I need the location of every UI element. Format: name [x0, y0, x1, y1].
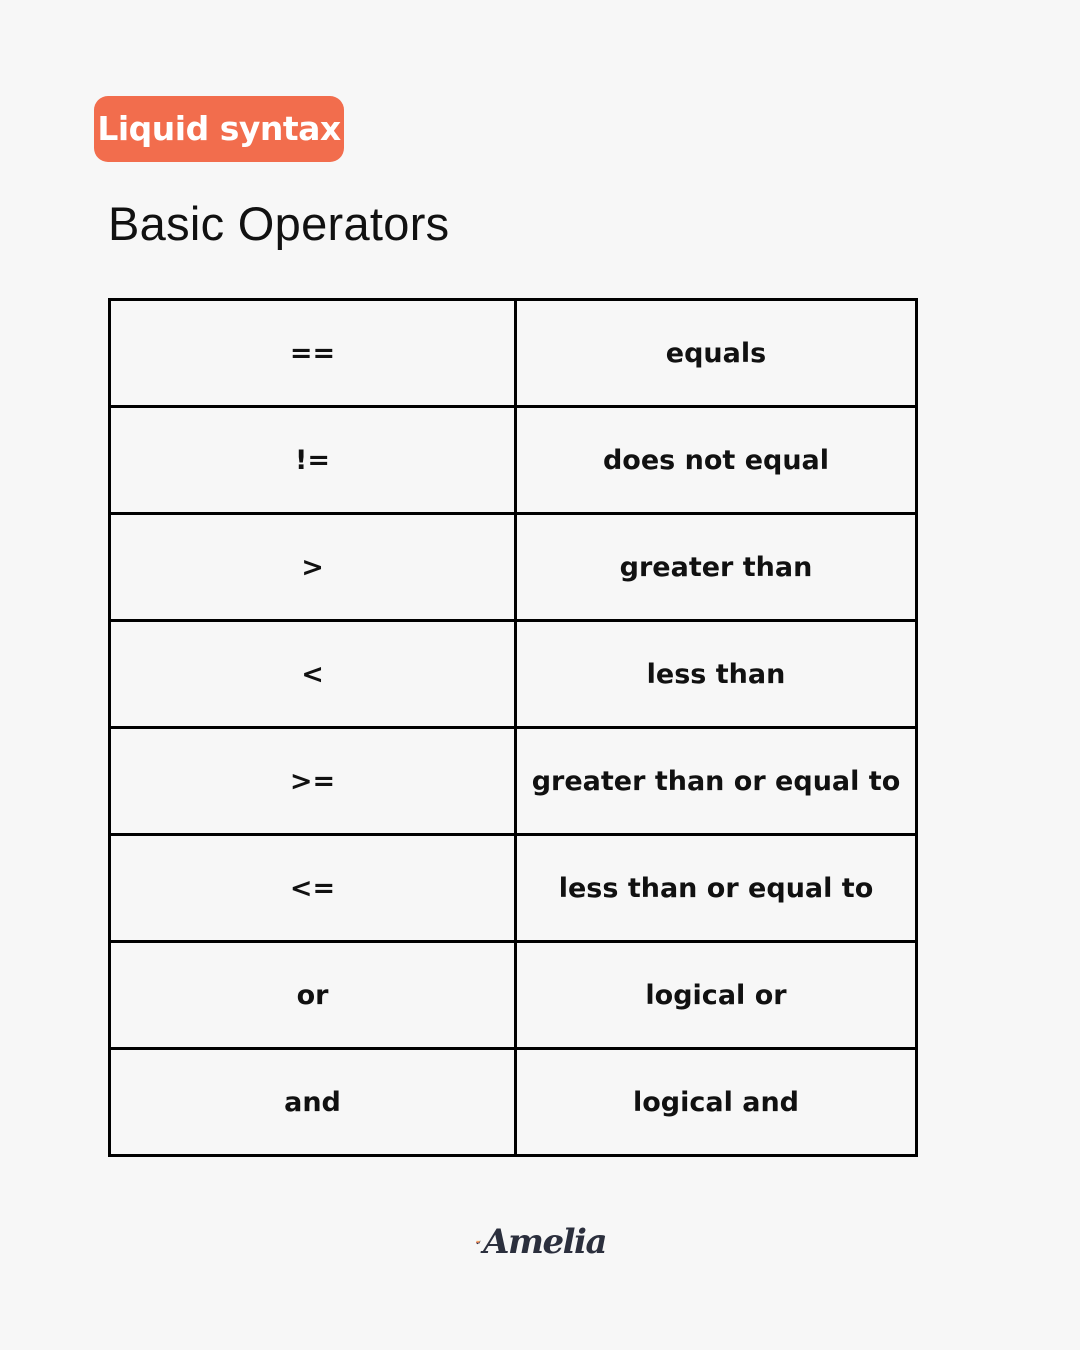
operator-symbol: == [110, 300, 516, 407]
operator-meaning: less than [516, 621, 917, 728]
operator-symbol: and [110, 1049, 516, 1156]
operator-meaning: greater than or equal to [516, 728, 917, 835]
amelia-logo [476, 1218, 606, 1266]
liquid-syntax-badge: Liquid syntax [94, 96, 344, 162]
table-row [110, 942, 917, 1049]
operator-meaning: logical or [516, 942, 917, 1049]
operator-meaning: logical and [516, 1049, 917, 1156]
operator-symbol: >= [110, 728, 516, 835]
operator-meaning: equals [516, 300, 917, 407]
table-row [110, 728, 917, 835]
table-row [110, 835, 917, 942]
operator-meaning: greater than [516, 514, 917, 621]
table-row [110, 514, 917, 621]
table-row [110, 621, 917, 728]
operator-meaning: does not equal [516, 407, 917, 514]
operator-symbol: < [110, 621, 516, 728]
table-row [110, 300, 917, 407]
operator-meaning: less than or equal to [516, 835, 917, 942]
amelia-logo-text: Amelia [483, 1222, 606, 1262]
table-row [110, 1049, 917, 1156]
operator-symbol: or [110, 942, 516, 1049]
table-row [110, 407, 917, 514]
operators-table [108, 298, 918, 1157]
page-title: Basic Operators [108, 197, 450, 250]
operator-symbol: != [110, 407, 516, 514]
amelia-logo-icon [476, 1224, 481, 1260]
operator-symbol: <= [110, 835, 516, 942]
operator-symbol: > [110, 514, 516, 621]
